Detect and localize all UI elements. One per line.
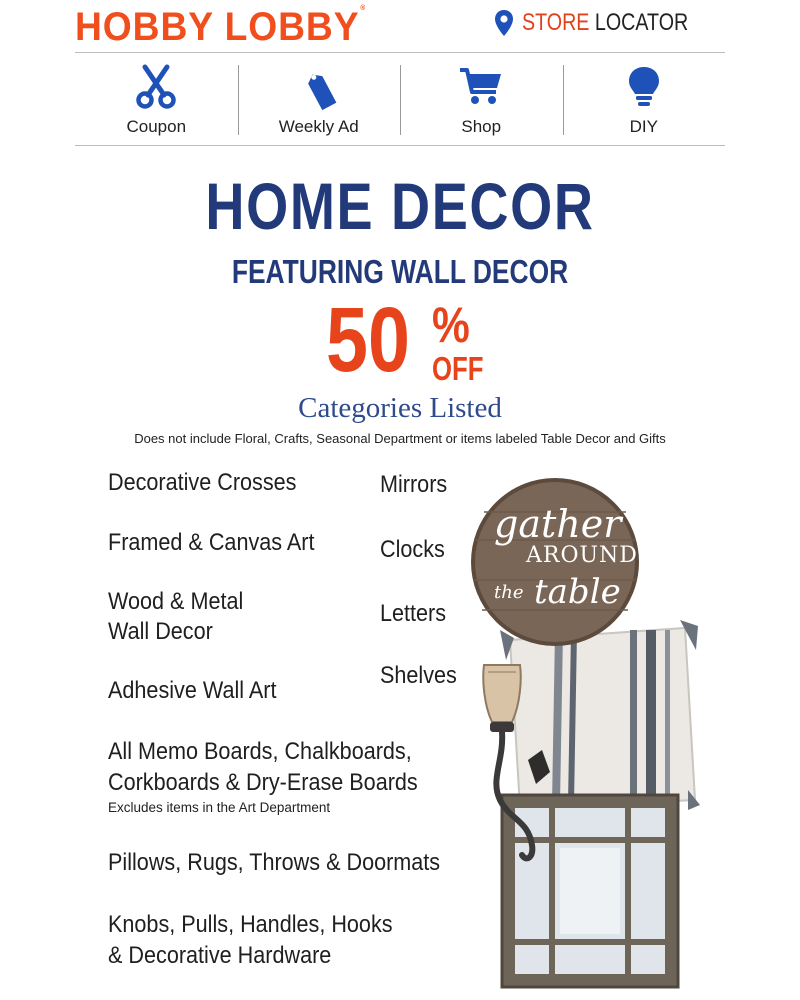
category-letters[interactable]: Letters (380, 600, 447, 627)
discount-badge (326, 289, 496, 392)
promo-subtitle: FEATURING WALL DECOR (231, 253, 569, 290)
nav-weekly-ad-label: Weekly Ad (278, 117, 359, 136)
nav-diy[interactable] (563, 53, 726, 145)
store-locator-label (522, 9, 688, 37)
logo-registered-mark: ® (360, 5, 367, 12)
categories-heading: Categories Listed (298, 392, 502, 424)
nav-coupon[interactable] (75, 53, 238, 145)
sign-text-the: the (494, 582, 524, 603)
nav-coupon-label: Coupon (126, 117, 187, 136)
category-hardware-line1[interactable]: Knobs, Pulls, Handles, Hooks (108, 911, 393, 938)
category-adhesive-wall-art[interactable]: Adhesive Wall Art (108, 677, 277, 704)
main-nav (75, 53, 725, 146)
locator-word: LOCATOR (595, 9, 689, 36)
tag-icon (295, 63, 343, 111)
lightbulb-icon (620, 63, 668, 111)
category-wood-metal-line2[interactable]: Wall Decor (108, 618, 213, 645)
logo-text: HOBBY LOBBY (75, 5, 360, 49)
store-word: STORE (522, 9, 590, 36)
striped-pillow (500, 620, 700, 810)
decor-product-image (470, 460, 730, 990)
discount-percent: % (432, 297, 470, 353)
category-mirrors[interactable]: Mirrors (380, 471, 448, 498)
map-pin-icon (494, 9, 514, 37)
category-shelves[interactable]: Shelves (380, 662, 457, 689)
nav-shop-label: Shop (461, 117, 502, 136)
nav-weekly-ad[interactable] (238, 53, 401, 145)
category-pillows-rugs[interactable]: Pillows, Rugs, Throws & Doormats (108, 849, 441, 876)
category-decorative-crosses[interactable]: Decorative Crosses (108, 469, 297, 496)
sign-text-gather: gather (494, 502, 622, 546)
hobby-lobby-logo[interactable] (75, 5, 366, 50)
nav-diy-label: DIY (629, 117, 658, 136)
category-clocks[interactable]: Clocks (380, 536, 445, 563)
scissors-icon (132, 63, 180, 111)
category-memo-boards-line1[interactable]: All Memo Boards, Chalkboards, (108, 738, 412, 765)
category-memo-boards-line2[interactable]: Corkboards & Dry-Erase Boards (108, 769, 418, 796)
category-hardware-line2[interactable]: & Decorative Hardware (108, 942, 332, 969)
site-header (75, 0, 725, 53)
sign-text-table: table (534, 572, 621, 612)
discount-off: OFF (432, 350, 484, 387)
sign-text-around: AROUND (526, 543, 638, 568)
category-framed-canvas-art[interactable]: Framed & Canvas Art (108, 529, 315, 556)
cart-icon (457, 63, 505, 111)
nav-shop[interactable] (400, 53, 563, 145)
window-pane-mirror (502, 795, 678, 987)
promo-disclaimer: Does not include Floral, Crafts, Seasonal Department or items labeled Table Decor and Gifts (134, 431, 666, 446)
category-memo-boards-note: Excludes items in the Art Department (108, 800, 331, 815)
category-wood-metal-line1[interactable]: Wood & Metal (108, 588, 244, 615)
store-locator-link[interactable] (494, 9, 725, 37)
discount-number: 50 (326, 289, 410, 391)
promo-title: HOME DECOR (205, 169, 595, 243)
